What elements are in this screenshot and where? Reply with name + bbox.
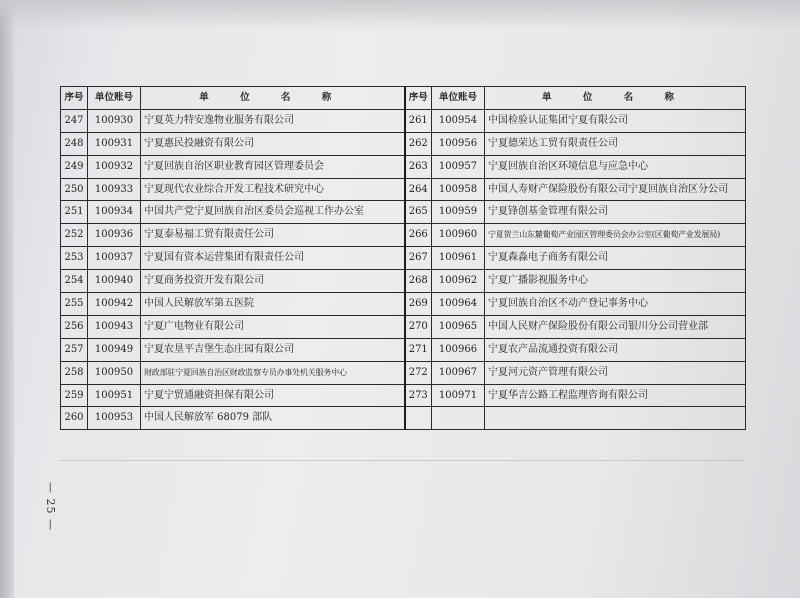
table-row — [61, 315, 746, 338]
left-account-cell: 100943 — [88, 315, 141, 338]
right-name-cell: 宁夏华吉公路工程监理咨询有限公司 — [485, 384, 746, 407]
left-seq-cell: 247 — [61, 109, 88, 132]
unit-account-table — [60, 86, 746, 430]
right-name-cell — [485, 407, 746, 430]
header-account-right: 单位账号 — [432, 87, 485, 110]
left-name-cell: 宁夏惠民投融资有限公司 — [141, 132, 405, 155]
table-row — [61, 384, 746, 407]
left-account-cell: 100931 — [88, 132, 141, 155]
right-account-cell — [432, 407, 485, 430]
table-row — [61, 178, 746, 201]
right-account-cell: 100959 — [432, 201, 485, 224]
right-seq-cell — [405, 407, 432, 430]
right-account-cell: 100966 — [432, 338, 485, 361]
table-row — [61, 201, 746, 224]
left-name-cell: 中国人民解放军 68079 部队 — [141, 407, 405, 430]
right-account-cell: 100958 — [432, 178, 485, 201]
left-account-cell: 100951 — [88, 384, 141, 407]
right-seq-cell: 266 — [405, 224, 432, 247]
left-seq-cell: 249 — [61, 155, 88, 178]
right-seq-cell: 269 — [405, 293, 432, 316]
left-seq-cell: 257 — [61, 338, 88, 361]
header-name-left: 单 位 名 称 — [141, 87, 405, 110]
left-seq-cell: 256 — [61, 315, 88, 338]
left-account-cell: 100942 — [88, 293, 141, 316]
left-seq-cell: 258 — [61, 361, 88, 384]
header-account-left: 单位账号 — [88, 87, 141, 110]
right-name-cell: 宁夏回族自治区环境信息与应急中心 — [485, 155, 746, 178]
table-row — [61, 109, 746, 132]
table-row — [61, 338, 746, 361]
right-seq-cell: 262 — [405, 132, 432, 155]
left-account-cell: 100937 — [88, 247, 141, 270]
left-seq-cell: 253 — [61, 247, 88, 270]
page-number: — 25 — — [44, 482, 57, 531]
left-account-cell: 100930 — [88, 109, 141, 132]
right-account-cell: 100961 — [432, 247, 485, 270]
left-name-cell: 宁夏广电物业有限公司 — [141, 315, 405, 338]
right-name-cell: 宁夏河元资产管理有限公司 — [485, 361, 746, 384]
right-seq-cell: 265 — [405, 201, 432, 224]
header-seq-left: 序号 — [61, 87, 88, 110]
right-account-cell: 100960 — [432, 224, 485, 247]
right-seq-cell: 273 — [405, 384, 432, 407]
left-account-cell: 100940 — [88, 270, 141, 293]
left-account-cell: 100933 — [88, 178, 141, 201]
left-seq-cell: 252 — [61, 224, 88, 247]
table-row — [61, 155, 746, 178]
right-seq-cell: 271 — [405, 338, 432, 361]
left-name-cell: 宁夏英力特安逸物业服务有限公司 — [141, 109, 405, 132]
right-seq-cell: 270 — [405, 315, 432, 338]
right-name-cell: 宁夏森淼电子商务有限公司 — [485, 247, 746, 270]
right-name-cell: 宁夏回族自治区不动产登记事务中心 — [485, 293, 746, 316]
right-name-cell: 宁夏农产品流通投资有限公司 — [485, 338, 746, 361]
right-account-cell: 100967 — [432, 361, 485, 384]
right-seq-cell: 261 — [405, 109, 432, 132]
left-account-cell: 100934 — [88, 201, 141, 224]
table-row — [61, 361, 746, 384]
table-row — [61, 132, 746, 155]
left-name-cell: 宁夏现代农业综合开发工程技术研究中心 — [141, 178, 405, 201]
table-row — [61, 247, 746, 270]
left-account-cell: 100949 — [88, 338, 141, 361]
left-name-cell: 宁夏农垦平吉堡生态庄园有限公司 — [141, 338, 405, 361]
right-account-cell: 100971 — [432, 384, 485, 407]
left-seq-cell: 254 — [61, 270, 88, 293]
right-name-cell: 宁夏贺兰山东麓葡萄产业园区管理委员会办公室(区葡萄产业发展局) — [485, 224, 746, 247]
table-body — [61, 109, 746, 429]
table-header-row — [61, 87, 746, 110]
right-seq-cell: 264 — [405, 178, 432, 201]
left-name-cell: 宁夏宁贸通融资担保有限公司 — [141, 384, 405, 407]
right-name-cell: 宁夏锋创基金管理有限公司 — [485, 201, 746, 224]
left-seq-cell: 255 — [61, 293, 88, 316]
right-name-cell: 宁夏广播影视服务中心 — [485, 270, 746, 293]
right-seq-cell: 268 — [405, 270, 432, 293]
right-account-cell: 100964 — [432, 293, 485, 316]
left-seq-cell: 251 — [61, 201, 88, 224]
left-seq-cell: 250 — [61, 178, 88, 201]
left-account-cell: 100950 — [88, 361, 141, 384]
page-edge-shadow — [0, 0, 14, 598]
header-seq-right: 序号 — [405, 87, 432, 110]
right-account-cell: 100956 — [432, 132, 485, 155]
left-name-cell: 中国人民解放军第五医院 — [141, 293, 405, 316]
page-top-shadow — [0, 0, 800, 30]
left-account-cell: 100936 — [88, 224, 141, 247]
right-name-cell: 中国人寿财产保险股份有限公司宁夏回族自治区分公司 — [485, 178, 746, 201]
left-seq-cell: 259 — [61, 384, 88, 407]
left-seq-cell: 248 — [61, 132, 88, 155]
right-seq-cell: 272 — [405, 361, 432, 384]
left-name-cell: 中国共产党宁夏回族自治区委员会巡视工作办公室 — [141, 201, 405, 224]
left-account-cell: 100932 — [88, 155, 141, 178]
right-seq-cell: 267 — [405, 247, 432, 270]
right-seq-cell: 263 — [405, 155, 432, 178]
left-name-cell: 宁夏泰易福工贸有限责任公司 — [141, 224, 405, 247]
table-row — [61, 407, 746, 430]
right-account-cell: 100965 — [432, 315, 485, 338]
left-name-cell: 财政部驻宁夏回族自治区财政监察专员办事处机关服务中心 — [141, 361, 405, 384]
right-account-cell: 100954 — [432, 109, 485, 132]
table-row — [61, 224, 746, 247]
bleed-through-line — [60, 460, 745, 461]
table-row — [61, 270, 746, 293]
left-account-cell: 100953 — [88, 407, 141, 430]
right-account-cell: 100962 — [432, 270, 485, 293]
left-seq-cell: 260 — [61, 407, 88, 430]
left-name-cell: 宁夏商务投资开发有限公司 — [141, 270, 405, 293]
right-name-cell: 宁夏德荣达工贸有限责任公司 — [485, 132, 746, 155]
left-name-cell: 宁夏国有资本运营集团有限责任公司 — [141, 247, 405, 270]
table-row — [61, 293, 746, 316]
right-name-cell: 中国人民财产保险股份有限公司银川分公司营业部 — [485, 315, 746, 338]
right-account-cell: 100957 — [432, 155, 485, 178]
header-name-right: 单 位 名 称 — [485, 87, 746, 110]
right-name-cell: 中国检验认证集团宁夏有限公司 — [485, 109, 746, 132]
left-name-cell: 宁夏回族自治区职业教育园区管理委员会 — [141, 155, 405, 178]
